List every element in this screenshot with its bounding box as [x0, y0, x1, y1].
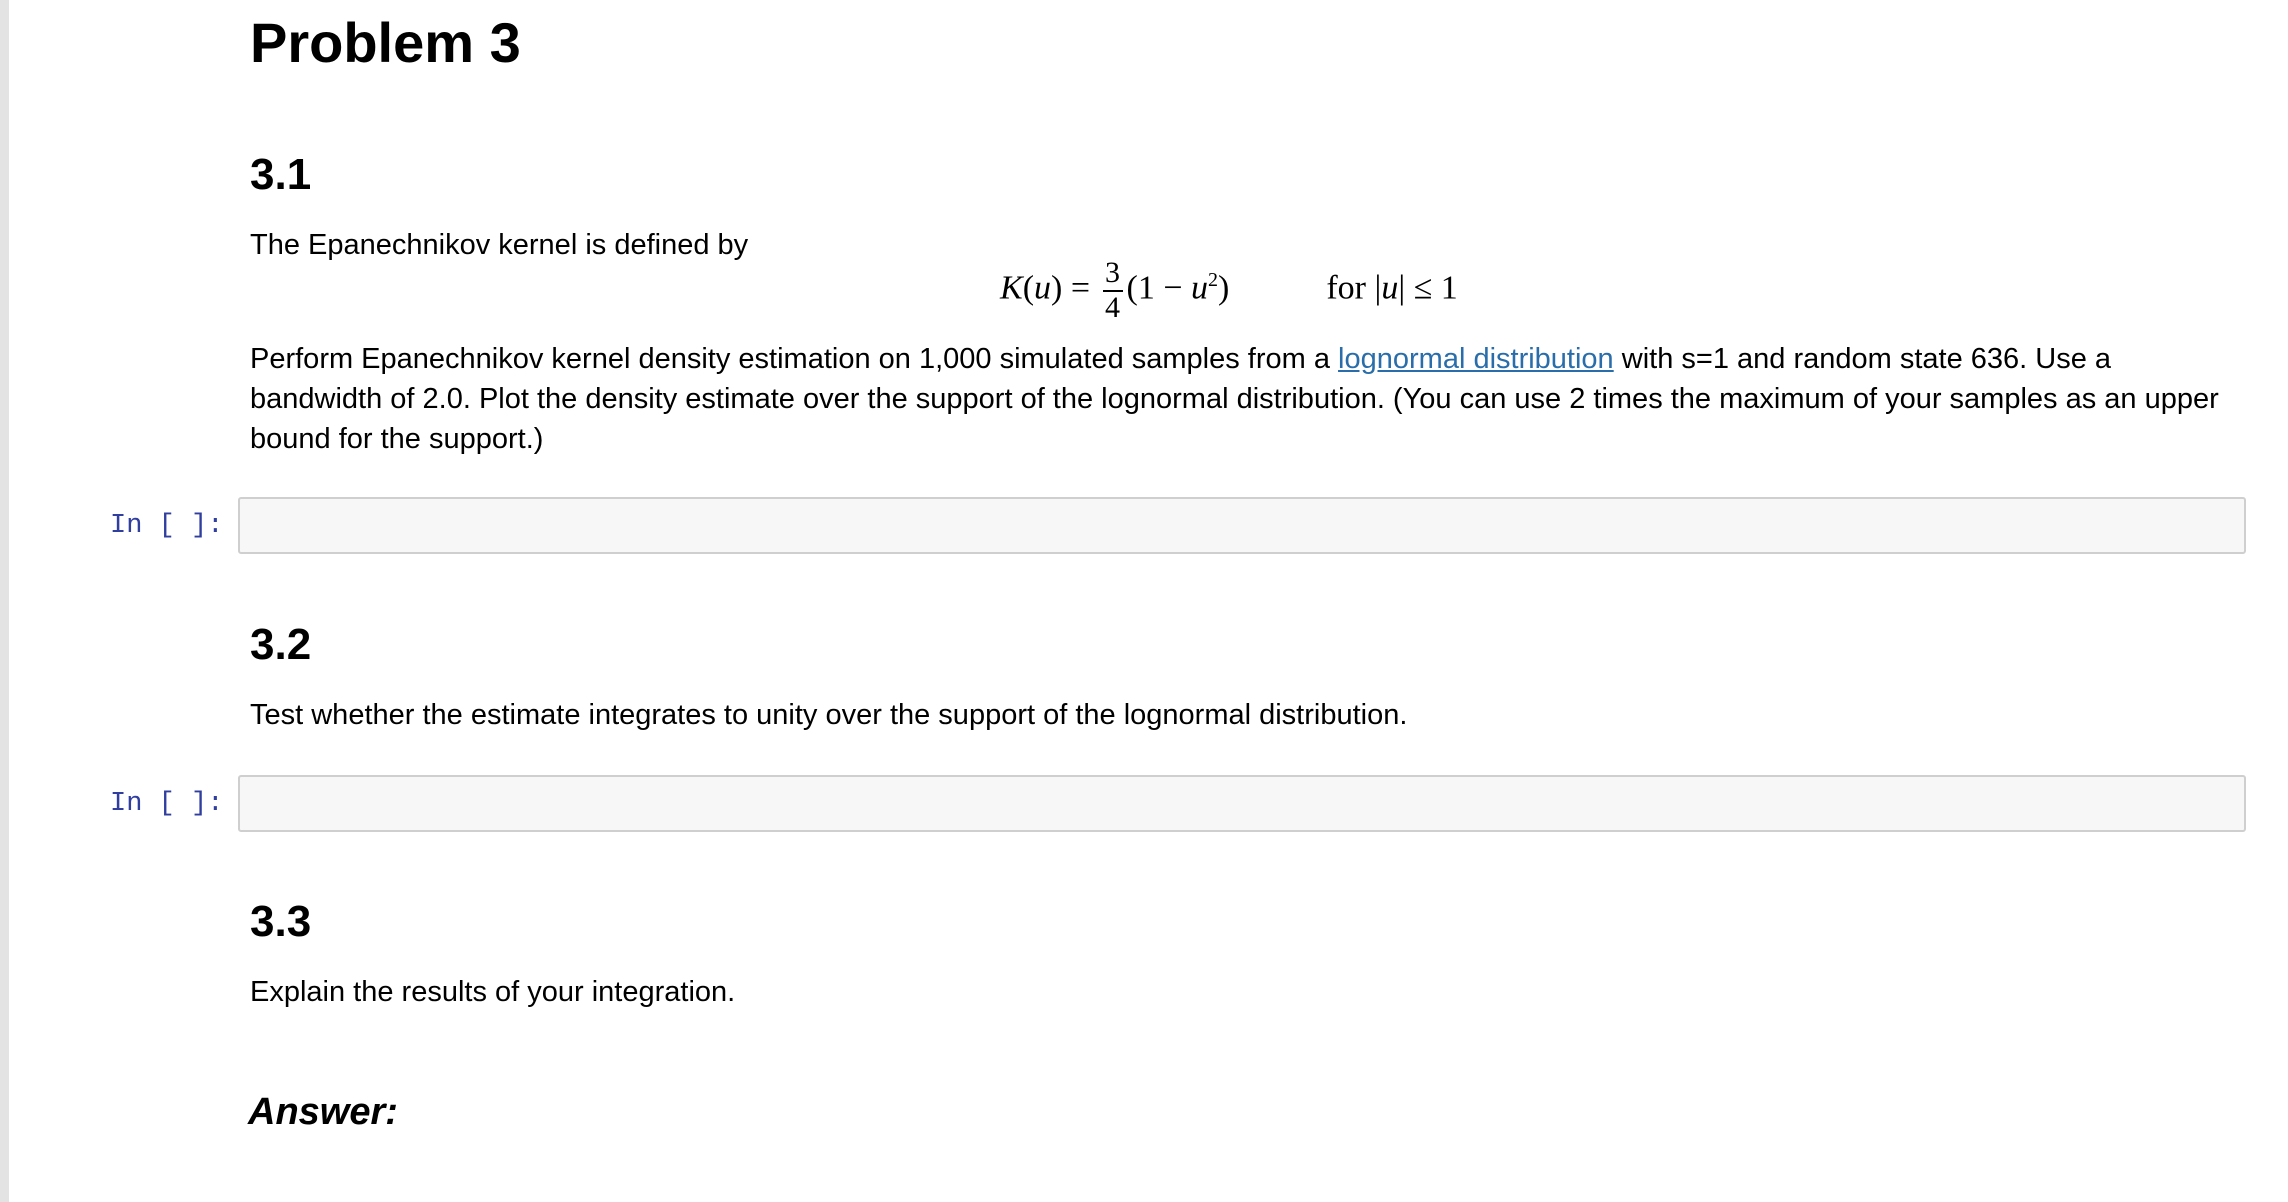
formula-equals: = — [1070, 269, 1091, 307]
explain-results-text: Explain the results of your integration. — [250, 976, 736, 1008]
answer-label: Answer: — [248, 1091, 398, 1133]
kernel-intro-text: The Epanechnikov kernel is defined by — [250, 229, 749, 261]
cell-prompt-2: In [ ]: — [110, 789, 224, 819]
formula-condition-variable: u — [1381, 269, 1399, 307]
problem-title: Problem 3 — [250, 11, 521, 74]
formula-function: K — [1000, 269, 1023, 307]
formula-denominator: 4 — [1105, 291, 1121, 324]
section-heading-3-3: 3.3 — [250, 897, 312, 946]
formula-condition-prefix: for | — [1326, 269, 1382, 307]
task-text-after-link: with s=1 and random state 636. Use a bandwidth of 2.0. Plot the density estimate over the support of the lognormal distribution. (You can use 2 times the maximum of your samples as an upper bound for the support.) — [250, 343, 2219, 455]
formula-fraction — [1103, 258, 1123, 323]
integration-test-text: Test whether the estimate integrates to unity over the support of the lognormal distribution. — [250, 699, 1408, 731]
formula-condition-suffix: | ≤ 1 — [1398, 269, 1458, 307]
kernel-formula: K(u) = $\frac{3}{4}$ $(1 - u^2)$ for |u| ≤ 1 — [1000, 256, 1458, 324]
formula-body-open: (1 − — [1126, 269, 1192, 307]
formula-numerator: 3 — [1105, 256, 1121, 289]
formula-body-variable: u — [1191, 269, 1209, 307]
formula-exponent: 2 — [1208, 268, 1219, 291]
code-cell-1[interactable] — [238, 497, 2246, 554]
cell-prompt-1: In [ ]: — [110, 511, 224, 541]
section-heading-3-2: 3.2 — [250, 620, 312, 669]
formula-variable: u — [1034, 269, 1052, 307]
task-text-before-link: Perform Epanechnikov kernel density estimation on 1,000 simulated samples from a — [250, 343, 1339, 375]
lognormal-distribution-link[interactable]: lognormal distribution — [1338, 343, 1614, 375]
task-paragraph — [250, 339, 2250, 459]
formula-body-close: ) — [1218, 269, 1230, 307]
left-gutter-bar — [0, 0, 9, 1202]
section-heading-3-1: 3.1 — [250, 150, 312, 199]
code-cell-2[interactable] — [238, 775, 2246, 832]
